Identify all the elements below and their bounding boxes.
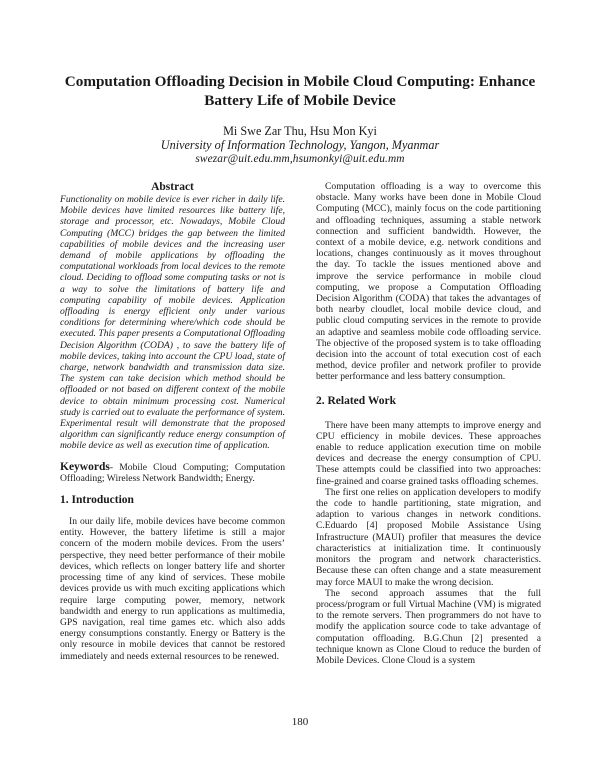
intro-paragraph-2: Computation offloading is a way to overcome this obstacle. Many works have been done in Mobile Cloud Computing (MCC), mainly focus on the code partitioning and offloading techniques, assuming a stable network connection and sufficient bandwidth. However, the context of a mobile device, e.g. network conditions and locations, changes continuously as it moves throughout the day. To tackle the issues mentioned above and improve the service performance in mobile cloud computing, we propose a Computation Offloading Decision Algorithm (CODA) that takes the advantages of both nearby cloudlet, local mobile device cloud, and public cloud computing services in the remote to provide an adaptive and seamless mobile code offloading service. The objective of the proposed system is to take offloading decision into the account of total execution cost of each method, device profiler and network profiler to provide better performance and less battery consumption. bbox=[316, 181, 541, 383]
related-paragraph-3: The second approach assumes that the full process/program or full Virtual Machine (VM) is migrated to the remote servers. Then programmers do not have to modify the application source code to take advantage of computation offloading. B.G.Chun [2] presented a technique known as Clone Cloud to reduce the burden of Mobile Devices. Clone Cloud is a system bbox=[316, 587, 541, 666]
abstract-text: Functionality on mobile device is ever richer in daily life. Mobile devices have limited resources like battery life, storage and processor, etc. Nowadays, Mobile Cloud Computing (MCC) bridges the gap between the limited capabilities of mobile devices and the increasing user demand of mobile applications by offloading the computational workloads from local devices to the remote cloud. Deciding to offload some computing tasks or not is a way to solve the limitations of battery life and computing capability of mobile devices. Application offloading is energy efficient only under various conditions for determining where/which code should be executed. This paper presents a Computational Offloading Decision Algorithm (CODA) , to save the battery life of mobile devices, taking into account the CPU load, state of charge, network bandwidth and transmission data size. The system can take decision which method should be offloaded or not based on different context of the mobile device to obtain minimum processing cost. Numerical study is carried out to evaluate the performance of system. Experimental result will demonstrate that the proposed algorithm can significantly reduce energy consumption of mobile device as well as execution time of application. bbox=[60, 194, 285, 452]
abstract-heading: Abstract bbox=[151, 181, 194, 193]
paper-title: Computation Offloading Decision in Mobile Cloud Computing: Enhance Battery Life of Mobile Device bbox=[64, 73, 536, 109]
author-emails: swezar@uit.edu.mm,hsumonkyi@uit.edu.mm bbox=[195, 153, 405, 165]
author-affiliation: University of Information Technology, Yangon, Myanmar bbox=[160, 138, 440, 152]
left-column bbox=[60, 181, 285, 662]
intro-paragraph-1: In our daily life, mobile devices have become common entity. However, the battery lifetime is still a major concern of the modern mobile devices. From the users’ perspective, they need better performance of their mobile devices, which reflects on longer battery life and shorter processing time of any kind of services. These mobile devices provide us with much exciting applications which require large computing power, memory, network bandwidth and energy to run applications as multimedia, GPS navigation, real time games etc. which also adds energy consumptions constantly. Energy or Battery is the only resource in mobile devices that cannot be restored immediately and needs external resources to be renewed. bbox=[60, 516, 285, 662]
section-heading-introduction: 1. Introduction bbox=[60, 494, 134, 507]
keywords-text: - Mobile Cloud Computing; Computation Offloading; Wireless Network Bandwidth; Energy. bbox=[60, 461, 285, 484]
section-heading-related-work: 2. Related Work bbox=[316, 394, 396, 407]
keywords-label: Keywords bbox=[60, 460, 110, 473]
right-column bbox=[316, 181, 541, 666]
page-number: 180 bbox=[291, 716, 309, 728]
related-paragraph-2: The first one relies on application developers to modify the code to handle partitioning, state migration, and adaption to various changes in network conditions. C.Eduardo [4] proposed Mobile Assistance Using Infrastructure (MAUI) profiler that measures the device characteristics at initialization time. It continuously monitors the program and network characteristics. Because these can often change and a state measurement may force MAUI to make the wrong decision. bbox=[316, 486, 541, 588]
paper-authors: Mi Swe Zar Thu, Hsu Mon Kyi bbox=[223, 124, 377, 138]
related-paragraph-1: There have been many attempts to improve energy and CPU efficiency in mobile devices. These approaches enable to reduce application execution time on mobile devices and decrease the energy consumption of CPU. These attempts could be classified into two approaches: fine-grained and coarse grained tasks offloading schemes. bbox=[316, 419, 541, 487]
keywords bbox=[60, 462, 285, 484]
